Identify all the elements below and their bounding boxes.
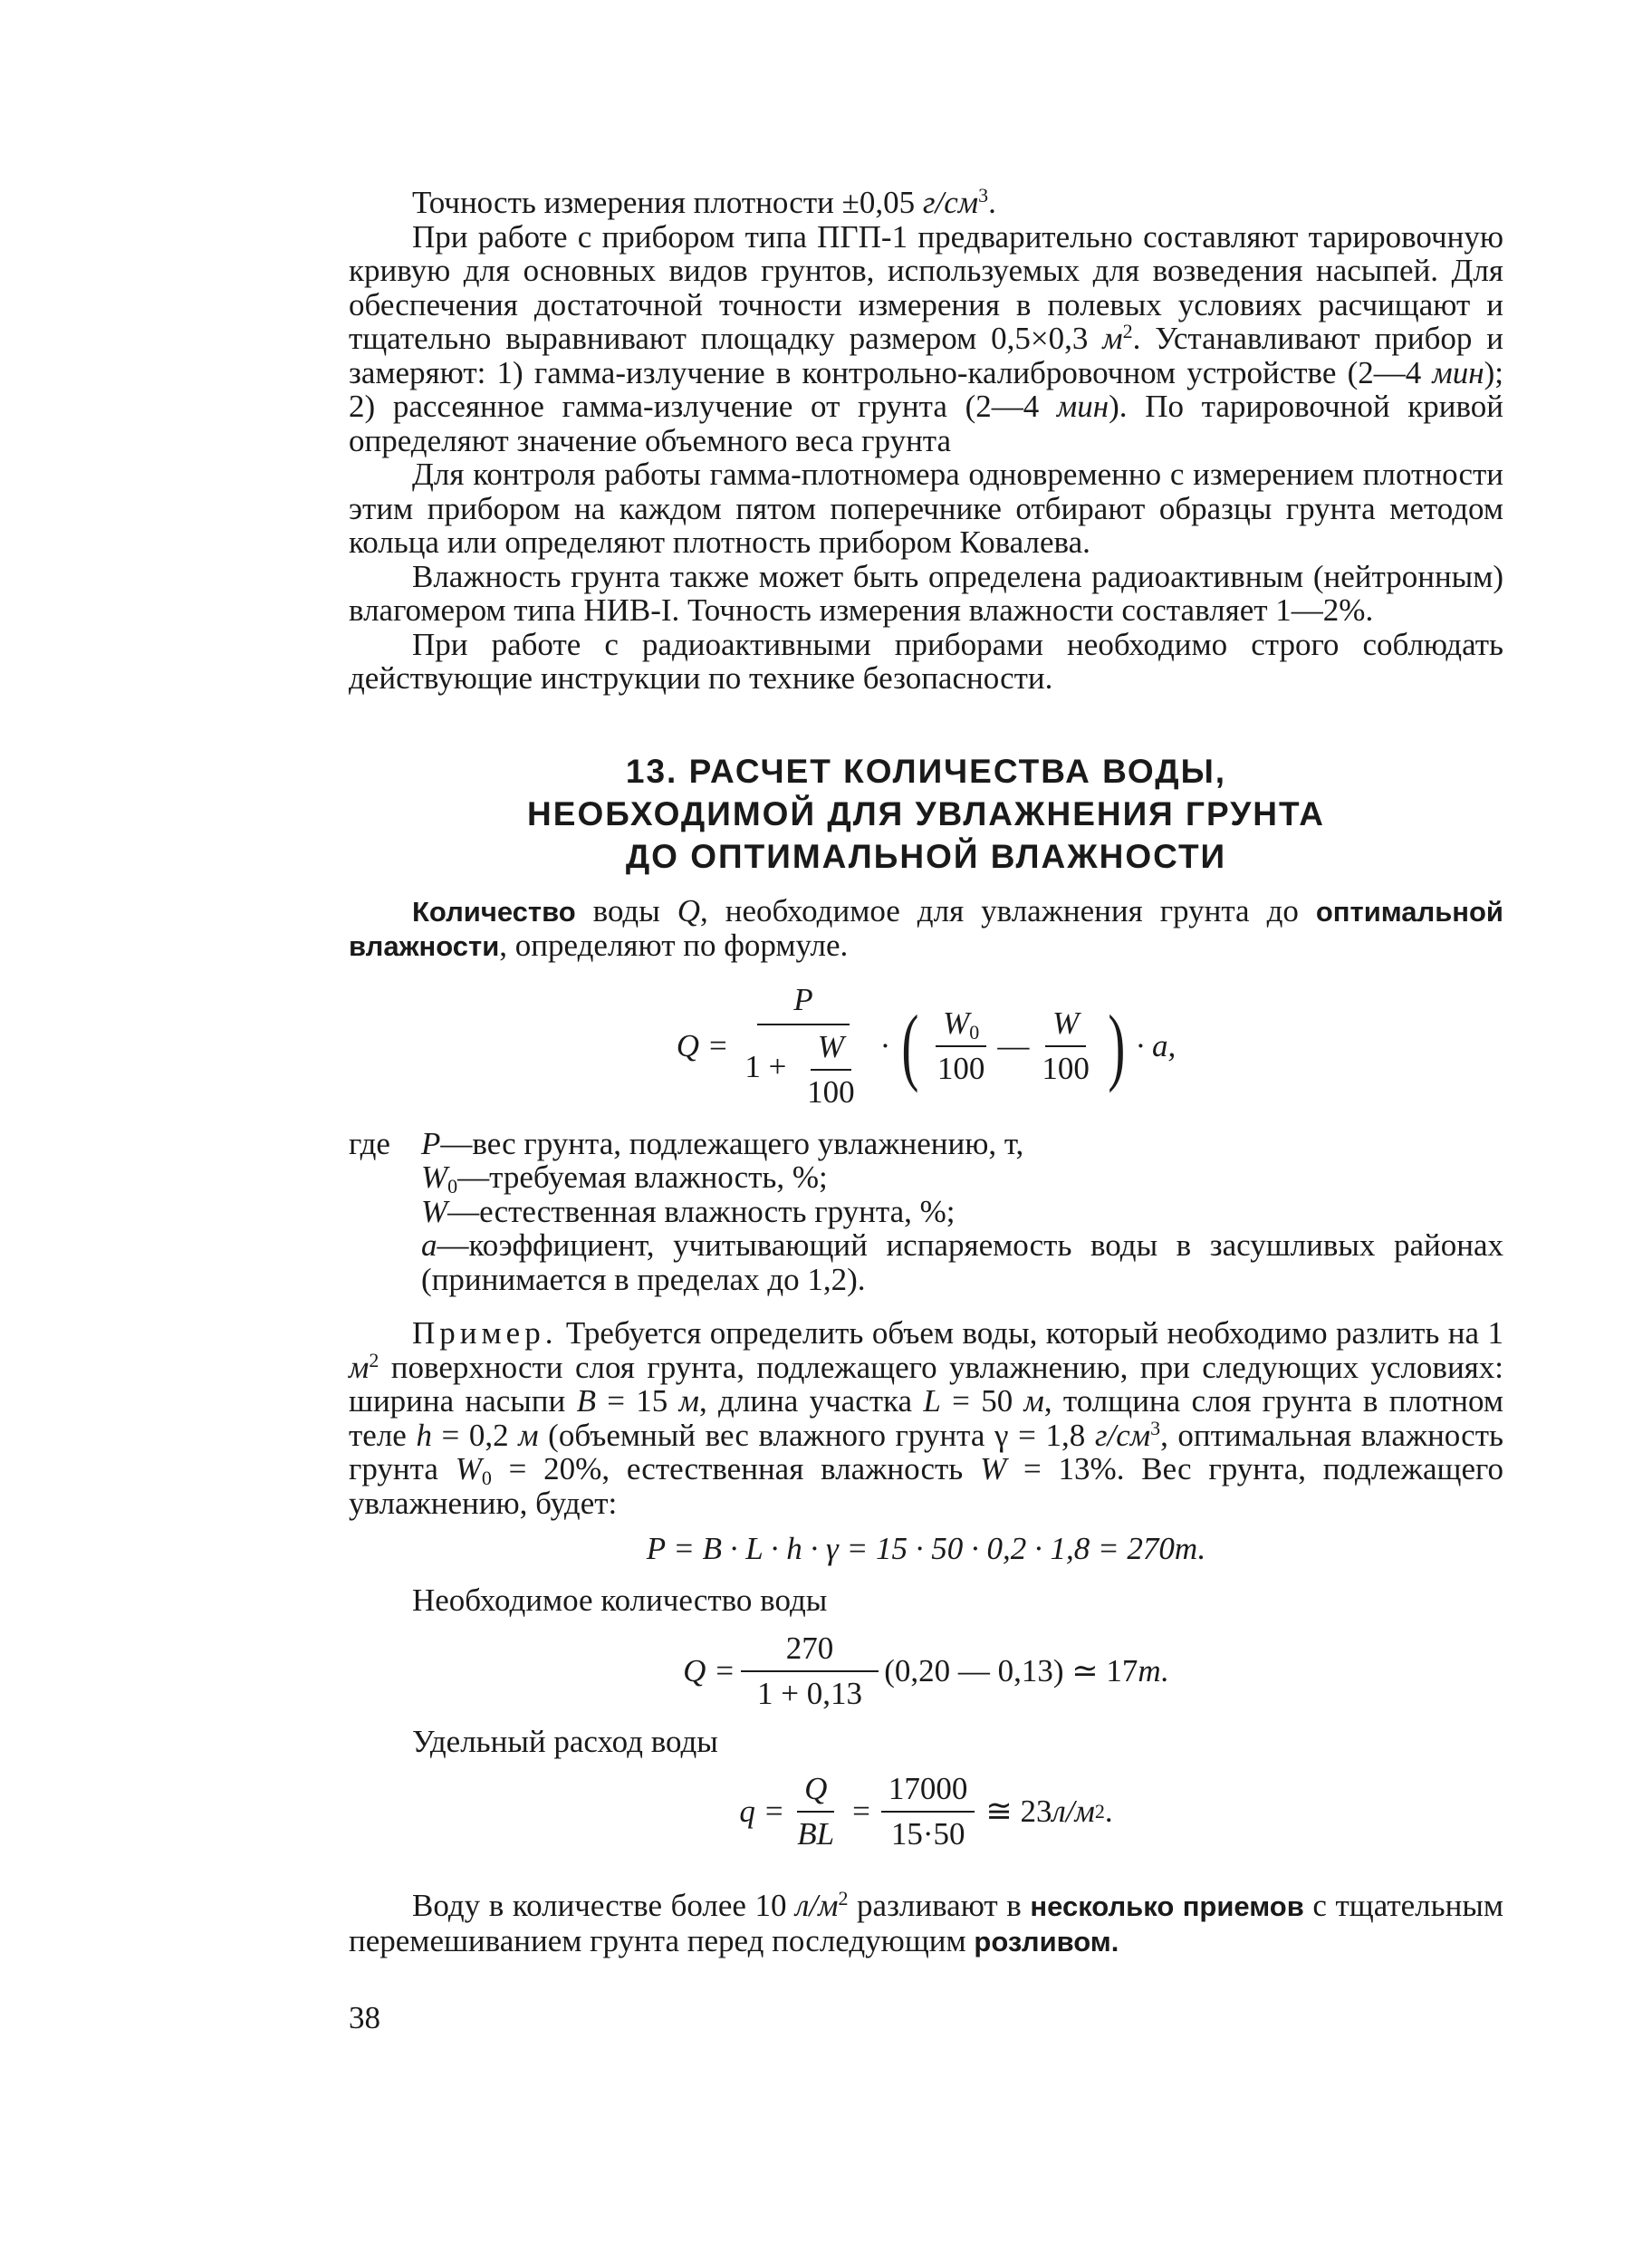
paragraph-final: Воду в количестве более 10 $л/м^2$ разливают в несколько приемов с тщательным перемешиванием грунта перед последующим розливом. [349, 1887, 1503, 1958]
label-specific-consumption: Удельный расход воды [412, 1723, 718, 1759]
page-content [349, 186, 1503, 1958]
definition-item: где P—вес грунта, подлежащего увлажнению, т, [349, 1125, 1024, 1161]
definition-item: $W_0—требуемая$ влажность, %; [421, 1159, 828, 1198]
page-number: 38 [349, 2000, 380, 2035]
paragraph-accuracy: Точность измерения плотности ±0,05 $г/см^3$. [412, 184, 996, 220]
label-need-water: Необходимое количество воды [412, 1582, 828, 1618]
paragraph-lead: Количество воды Q, необходимое для увлажнения грунта до оптимальной влажности, определяют по формуле. [349, 892, 1503, 963]
paragraph-example: Пример. Требуется определить объем воды, который необходимо разлить на 1 $м^2$ поверхности слоя грунта, подлежащего увлажнению, при следующих условиях: ширина насыпи B = 15 м, длина участка L = 50 м, толщина слоя грунта в плотном теле h = 0,2 м (объемный вес влажного грунта γ = 1,8 $г/см^3$, оптимальная влажность грунта $W_0 = 20\%$, естественная влажность W = 13%. Вес грунта, подлежащего увлажнению, будет: [349, 1315, 1503, 1521]
section-heading: 13. РАСЧЕТ КОЛИЧЕСТВА ВОДЫ, НЕОБХОДИМОЙ ДЛЯ УВЛАЖНЕНИЯ ГРУНТА ДО ОПТИМАЛЬНОЙ ВЛАЖНОСТИ [527, 752, 1325, 875]
paragraph-humidity: Влажность грунта также может быть определена радиоактивным (нейтронным) влагомером типа НИВ-I. Точность измерения влажности составляет 1—2%. [349, 558, 1503, 628]
definition-item: a—коэффициент, учитывающий испаряемость воды в засушливых районах (принимается в пределах до 1,2). [421, 1227, 1503, 1297]
definition-item: W—естественная влажность грунта, %; [421, 1193, 956, 1229]
paragraph-pgp1: При работе с прибором типа ПГП-1 предварительно составляют тарировочную кривую для основных видов грунтов, используемых для возведения насыпей. Для обеспечения достаточной точности измерения в полевых условиях расчищают и тщательно выравнивают площадку размером 0,5×0,3 $м^2$. Устанавливают прибор и замеряют: 1) гамма-излучение в контрольно-калибровочном устройстве (2—4 мин); 2) рассеянное гамма-излучение от грунта (2—4 мин). По тарировочной кривой определяют значение объемного веса грунта [349, 218, 1503, 458]
formula-water-quantity: Q = P 1 + $\frac{W}{100}$ · ( $\frac{W_0}{100}$ — $\frac{W}{100}$ ) · a, [676, 981, 1177, 1110]
formula-soil-weight: P = B · L · h · γ = 15 · 50 · 0,2 · 1,8 = 270 т. [646, 1531, 1206, 1566]
paragraph-safety: При работе с радиоактивными приборами необходимо строго соблюдать действующие инструкции по технике безопасности. [349, 626, 1503, 696]
formula-water-result: Q = $\frac{270}{1 + 0,13}$ (0,20 — 0,13) ≃ 17 т. [683, 1630, 1169, 1711]
paragraph-control: Для контроля работы гамма-плотномера одновременно с измерением плотности этим прибором на каждом пятом поперечнике отбирают образцы грунта методом кольца или определяют плотность прибором Ковалева. [349, 457, 1503, 560]
formula-specific-consumption: q = $\frac{Q}{BL}$ = $\frac{17000}{15\cdot 50}$ ≅ 23 л/м 2 . [739, 1771, 1113, 1852]
definitions-list [349, 1127, 1503, 1297]
